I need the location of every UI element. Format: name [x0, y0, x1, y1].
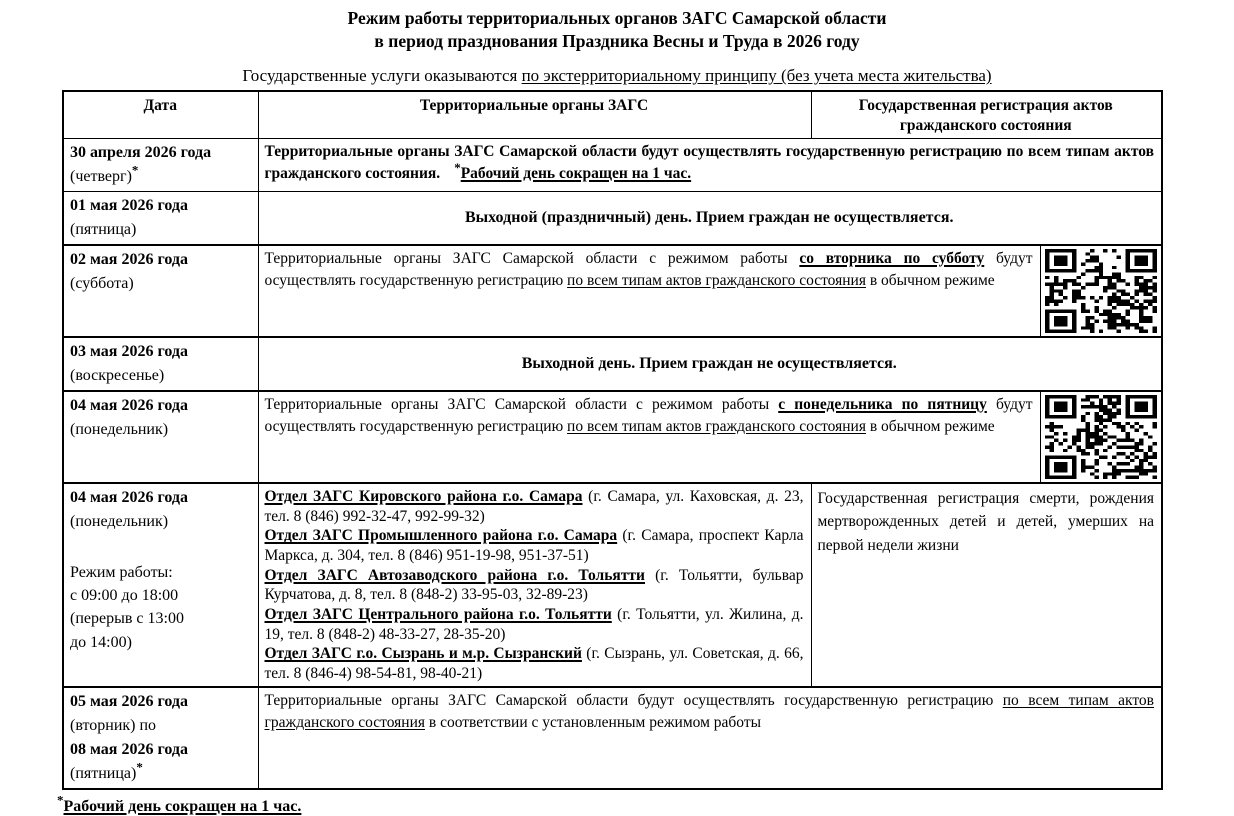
row-may03 [63, 337, 1162, 391]
working-hours [70, 561, 251, 654]
document-subtitle [0, 65, 1234, 86]
date-text: 04 мая 2026 года [70, 397, 188, 414]
date-text: 03 мая 2026 года [70, 343, 188, 360]
title-line-2: в период празднования Праздника Весны и Труда в 2026 году [374, 31, 860, 51]
row-may02 [63, 245, 1162, 337]
registration-scope-cell: Государственная регистрация смерти, рождения мертворожденных детей и детей, умерших на первой недели жизни [811, 483, 1162, 687]
row-may04-qr [63, 391, 1162, 483]
qr-code-icon [1045, 249, 1157, 333]
weekday-text: (пятница) [70, 765, 137, 782]
date-text: 30 апреля 2026 года [70, 144, 212, 161]
date-cell-may02 [63, 245, 258, 337]
working-hours-line: до 14:00) [70, 633, 132, 651]
info-text: будут осуществлять государственную регистрацию [264, 396, 1033, 435]
office-name: Отдел ЗАГС г.о. Сызрань и м.р. Сызранский [264, 645, 582, 663]
date-text: 08 мая 2026 года [70, 741, 188, 758]
office-name: Отдел ЗАГС Автозаводского района г.о. Тольятти [264, 566, 645, 584]
date-text: 05 мая 2026 года [70, 693, 188, 710]
footnote-marker: * [131, 162, 139, 178]
office-entry [265, 605, 804, 644]
acts-underlined: по всем типам актов гражданского состояния [264, 692, 1154, 731]
footnote-marker: * [454, 159, 461, 175]
footnote [57, 792, 1234, 816]
qr-cell-may04 [1040, 391, 1162, 483]
info-cell-may05-08 [258, 687, 1162, 789]
office-entry [265, 487, 804, 526]
shortened-day-note: Рабочий день сокращен на 1 час. [460, 165, 692, 182]
info-text: Территориальные органы ЗАГС Самарской области будут осуществлять государственную регистрацию [264, 692, 1003, 709]
offices-list-cell [258, 483, 811, 687]
footnote-marker: * [57, 792, 64, 808]
date-cell-may05-08 [63, 687, 258, 789]
footnote-text: Рабочий день сокращен на 1 час. [63, 798, 302, 815]
date-cell-may01 [63, 192, 258, 246]
date-cell-may04 [63, 391, 258, 483]
date-text: 01 мая 2026 года [70, 197, 188, 214]
holiday-cell-may01: Выходной (праздничный) день. Прием граждан не осуществляется. [258, 192, 1162, 246]
qr-code-icon [1045, 395, 1157, 479]
date-cell-may04-offices [63, 483, 258, 687]
info-text: Территориальные органы ЗАГС Самарской области с режимом работы [264, 250, 800, 267]
header-org: Территориальные органы ЗАГС [258, 91, 811, 139]
date-cell-may03 [63, 337, 258, 391]
weekday-text: (суббота) [70, 275, 134, 292]
info-text: Территориальные органы ЗАГС Самарской области будут осуществлять государственную регистрацию по всем типам актов гражданского состояния. [264, 143, 1154, 182]
working-hours-label: Режим работы: [70, 564, 173, 581]
office-details: (г. Самара, проспект Карла Маркса, д. 304, тел. 8 (846) 951-19-98, 951-37-51) [264, 527, 804, 565]
info-text: будут осуществлять государственную регистрацию [264, 250, 1033, 289]
info-text: в обычном режиме [865, 418, 995, 435]
office-details: (г. Тольятти, ул. Жилина, д. 19, тел. 8 (848-2) 48-33-27, 28-35-20) [264, 606, 804, 643]
weekday-text: (понедельник) [70, 513, 169, 530]
acts-underlined: по всем типам актов гражданского состояния [567, 418, 866, 435]
document-title [0, 0, 1234, 53]
weekday-text: (понедельник) [70, 421, 169, 438]
header-registration: Государственная регистрация актов гражданского состояния [811, 91, 1162, 139]
work-days-highlight: с понедельника по пятницу [778, 396, 987, 413]
subtitle-prefix: Государственные услуги оказываются [242, 66, 522, 85]
header-date: Дата [63, 91, 258, 139]
weekday-text: (пятница) [70, 221, 137, 238]
holiday-cell-may03: Выходной день. Прием граждан не осуществляется. [258, 337, 1162, 391]
office-entry [265, 644, 804, 683]
office-details: (г. Тольятти, бульвар Курчатова, д. 8, тел. 8 (848-2) 33-95-03, 32-89-23) [264, 566, 804, 604]
office-name: Отдел ЗАГС Кировского района г.о. Самара [264, 488, 583, 505]
header-row [63, 91, 1162, 139]
date-text: 04 мая 2026 года [70, 489, 188, 506]
schedule-table [62, 90, 1163, 790]
footnote-marker: * [136, 759, 143, 775]
working-hours-line: (перерыв с 13:00 [70, 610, 184, 628]
office-name: Отдел ЗАГС Промышленного района г.о. Самара [264, 527, 618, 545]
weekday-text: (четверг) [70, 168, 132, 185]
info-cell-may02 [258, 245, 1040, 337]
info-text: в соответствии с установленным режимом работы [425, 714, 762, 731]
office-entry [265, 566, 804, 605]
row-may05-08 [63, 687, 1162, 789]
office-entry [265, 526, 804, 565]
date-cell-apr30 [63, 139, 258, 192]
work-days-highlight: со вторника по субботу [799, 250, 985, 267]
weekday-text: (вторник) по [70, 717, 157, 734]
acts-underlined: по всем типам актов гражданского состояния [567, 272, 866, 289]
row-may04-offices [63, 483, 1162, 687]
info-cell-may04 [258, 391, 1040, 483]
qr-cell-may02 [1040, 245, 1162, 337]
row-may01 [63, 192, 1162, 246]
office-name: Отдел ЗАГС Центрального района г.о. Тольятти [264, 606, 612, 624]
info-text: в обычном режиме [865, 272, 995, 289]
office-details: (г. Самара, ул. Каховская, д. 23, тел. 8 (846) 992-32-47, 992-99-32) [264, 488, 804, 525]
subtitle-underlined: по экстерриториальному принципу (без учета места жительства) [521, 66, 992, 85]
row-apr30 [63, 139, 1162, 192]
title-line-1: Режим работы территориальных органов ЗАГС Самарской области [347, 8, 887, 28]
date-text: 02 мая 2026 года [70, 251, 188, 268]
info-cell-apr30 [258, 139, 1162, 192]
working-hours-line: с 09:00 до 18:00 [70, 587, 179, 605]
office-details: (г. Сызрань, ул. Советская, д. 66, тел. 8 (846-4) 98-54-81, 98-40-21) [264, 645, 804, 683]
weekday-text: (воскресенье) [70, 367, 165, 384]
info-text: Территориальные органы ЗАГС Самарской области с режимом работы [264, 396, 779, 413]
